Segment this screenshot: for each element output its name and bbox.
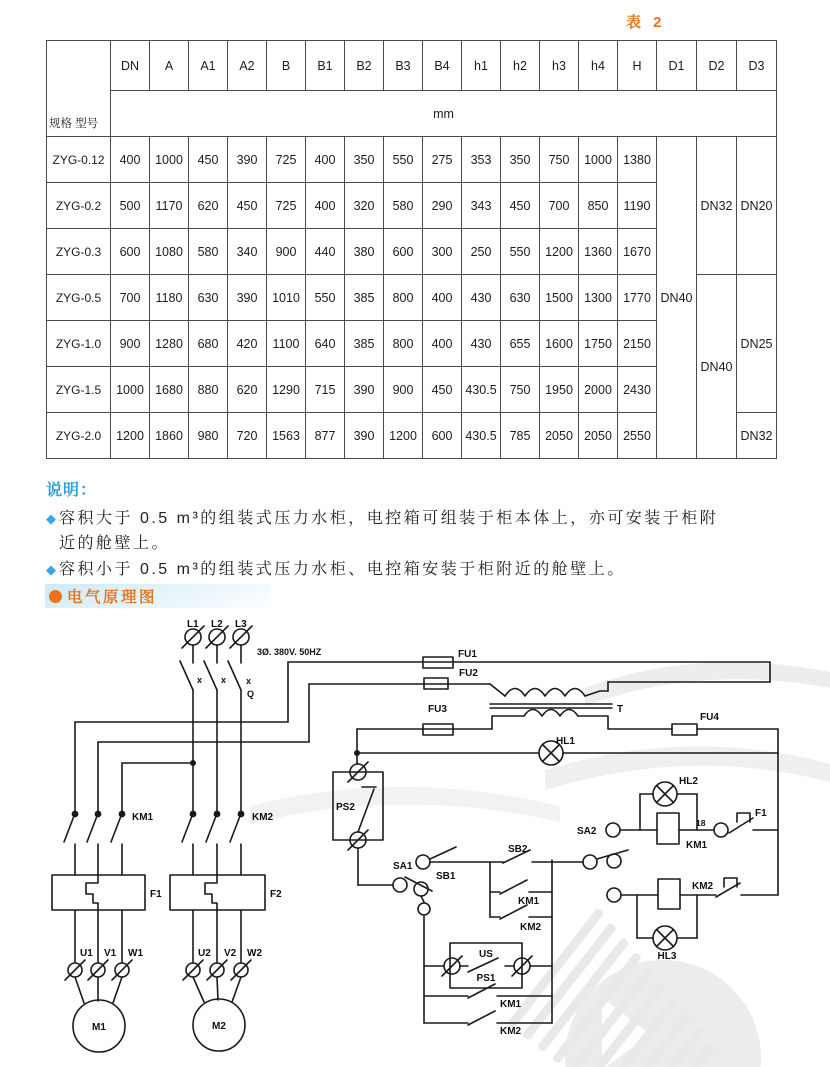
- value-cell: 720: [228, 413, 267, 459]
- corner-header: 规格 型号: [47, 41, 111, 137]
- model-cell: ZYG-0.3: [47, 229, 111, 275]
- value-cell: 390: [228, 275, 267, 321]
- value-cell: 550: [306, 275, 345, 321]
- value-cell: 400: [423, 275, 462, 321]
- km1-main-contacts: [64, 811, 154, 875]
- value-cell: 620: [189, 183, 228, 229]
- column-header: h3: [540, 41, 579, 91]
- phase-label: L1: [187, 619, 199, 630]
- value-cell: 640: [306, 321, 345, 367]
- f1-nc-label: F1: [755, 808, 767, 819]
- value-cell: 1010: [267, 275, 306, 321]
- model-cell: ZYG-1.5: [47, 367, 111, 413]
- value-cell: 900: [111, 321, 150, 367]
- ps1-label: PS1: [476, 973, 496, 984]
- value-cell: 580: [384, 183, 423, 229]
- value-cell: 390: [345, 413, 384, 459]
- value-cell: 900: [384, 367, 423, 413]
- value-cell: 420: [228, 321, 267, 367]
- terminal-label: U1: [80, 948, 93, 959]
- breaker-x-mark: x: [197, 675, 203, 685]
- transformer-label: T: [617, 704, 624, 715]
- value-cell: 440: [306, 229, 345, 275]
- column-header: B2: [345, 41, 384, 91]
- km1-contacts-label: KM1: [132, 812, 154, 823]
- value-cell: 450: [501, 183, 540, 229]
- value-cell: 430.5: [462, 413, 501, 459]
- notes-section: [46, 477, 746, 583]
- column-header: h4: [579, 41, 618, 91]
- column-header: A2: [228, 41, 267, 91]
- value-cell: 877: [306, 413, 345, 459]
- km1-seal-label: KM1: [518, 896, 540, 907]
- value-cell: 620: [228, 367, 267, 413]
- terminal-label: W2: [247, 948, 262, 959]
- value-cell: 1180: [150, 275, 189, 321]
- value-cell: 1000: [579, 137, 618, 183]
- diamond-bullet-icon: ◆: [46, 562, 56, 577]
- orange-bullet-icon: [49, 590, 62, 603]
- value-cell: 1200: [111, 413, 150, 459]
- km2-seal-label: KM2: [520, 922, 542, 933]
- column-header: B1: [306, 41, 345, 91]
- merged-dn-cell: DN32: [737, 413, 777, 459]
- value-cell: 1563: [267, 413, 306, 459]
- value-cell: 880: [189, 367, 228, 413]
- breaker-label: Q: [247, 689, 255, 699]
- km2-coil-branch: [621, 878, 778, 962]
- model-cell: ZYG-0.12: [47, 137, 111, 183]
- value-cell: 2550: [618, 413, 657, 459]
- km1-auto-label: KM1: [500, 999, 522, 1010]
- value-cell: 430.5: [462, 367, 501, 413]
- wire-number: 18: [696, 818, 706, 828]
- lamp-hl3: [653, 926, 677, 950]
- value-cell: 1600: [540, 321, 579, 367]
- value-cell: 1860: [150, 413, 189, 459]
- sb2-label: SB2: [508, 844, 528, 855]
- auto-network: [424, 943, 552, 1037]
- value-cell: 290: [423, 183, 462, 229]
- merged-dn-cell: DN25: [737, 275, 777, 413]
- column-header: B: [267, 41, 306, 91]
- value-cell: 550: [501, 229, 540, 275]
- phase-jumpers: [75, 662, 309, 814]
- merged-dn-cell: DN40: [657, 137, 697, 459]
- lamp-label: HL1: [556, 736, 575, 747]
- value-cell: 2050: [579, 413, 618, 459]
- value-cell: 750: [501, 367, 540, 413]
- value-cell: 1100: [267, 321, 306, 367]
- column-header: DN: [111, 41, 150, 91]
- value-cell: 980: [189, 413, 228, 459]
- value-cell: 400: [306, 137, 345, 183]
- merged-dn-cell: DN40: [697, 275, 737, 459]
- value-cell: 850: [579, 183, 618, 229]
- value-cell: 1750: [579, 321, 618, 367]
- value-cell: 1680: [150, 367, 189, 413]
- phase-label: L3: [235, 619, 247, 630]
- fuse-label: FU1: [458, 649, 477, 660]
- value-cell: 1200: [384, 413, 423, 459]
- sa1-label: SA1: [393, 861, 413, 872]
- value-cell: 500: [111, 183, 150, 229]
- column-header: H: [618, 41, 657, 91]
- note-item: [46, 557, 736, 582]
- value-cell: 1280: [150, 321, 189, 367]
- value-cell: 785: [501, 413, 540, 459]
- note-text: 容积大于 0.5 m³的组装式压力水柜，电控箱可组装于柜本体上，亦可安装于柜附近的舱壁上。: [59, 510, 719, 552]
- value-cell: 2000: [579, 367, 618, 413]
- value-cell: 390: [345, 367, 384, 413]
- value-cell: 300: [423, 229, 462, 275]
- spec-table: [46, 40, 777, 459]
- breaker-x-mark: x: [221, 675, 227, 685]
- terminal-label: U2: [198, 948, 211, 959]
- km2-contacts-label: KM2: [252, 812, 274, 823]
- motor-label: M2: [212, 1021, 226, 1032]
- value-cell: 380: [345, 229, 384, 275]
- value-cell: 1380: [618, 137, 657, 183]
- value-cell: 1200: [540, 229, 579, 275]
- note-text: 容积小于 0.5 m³的组装式压力水柜、电控箱安装于柜附近的舱壁上。: [59, 561, 626, 578]
- value-cell: 2050: [540, 413, 579, 459]
- value-cell: 725: [267, 137, 306, 183]
- km2-auto-label: KM2: [500, 1026, 522, 1037]
- lamp-hl2: [653, 782, 677, 806]
- value-cell: 430: [462, 275, 501, 321]
- terminal-label: W1: [128, 948, 143, 959]
- column-header: D2: [697, 41, 737, 91]
- column-header: B4: [423, 41, 462, 91]
- value-cell: 680: [189, 321, 228, 367]
- terminal-label: V2: [224, 948, 237, 959]
- value-cell: 800: [384, 321, 423, 367]
- value-cell: 700: [111, 275, 150, 321]
- value-cell: 1670: [618, 229, 657, 275]
- value-cell: 450: [423, 367, 462, 413]
- merged-dn-cell: DN32: [697, 137, 737, 275]
- value-cell: 320: [345, 183, 384, 229]
- value-cell: 350: [501, 137, 540, 183]
- thermal-relay-f1: [52, 875, 162, 910]
- value-cell: 450: [228, 183, 267, 229]
- phase-label: L2: [211, 619, 223, 630]
- model-cell: ZYG-0.2: [47, 183, 111, 229]
- value-cell: 580: [189, 229, 228, 275]
- f2-label: F2: [270, 889, 282, 900]
- value-cell: 1080: [150, 229, 189, 275]
- ps2-label: PS2: [336, 802, 355, 813]
- sb1-label: SB1: [436, 871, 456, 882]
- value-cell: 450: [189, 137, 228, 183]
- column-header: h2: [501, 41, 540, 91]
- column-header: A: [150, 41, 189, 91]
- value-cell: 430: [462, 321, 501, 367]
- model-cell: ZYG-0.5: [47, 275, 111, 321]
- notes-heading: 说明：: [46, 482, 98, 499]
- value-cell: 385: [345, 321, 384, 367]
- model-cell: ZYG-1.0: [47, 321, 111, 367]
- km1-coil-label: KM1: [686, 840, 708, 851]
- terminal-label: V1: [104, 948, 117, 959]
- value-cell: 800: [384, 275, 423, 321]
- spec-table-body: [47, 137, 777, 459]
- value-cell: 630: [189, 275, 228, 321]
- value-cell: 1770: [618, 275, 657, 321]
- value-cell: 1290: [267, 367, 306, 413]
- value-cell: 385: [345, 275, 384, 321]
- value-cell: 1000: [111, 367, 150, 413]
- value-cell: 1000: [150, 137, 189, 183]
- motor-1: [65, 910, 143, 1052]
- value-cell: 343: [462, 183, 501, 229]
- power-supply: [180, 619, 322, 814]
- fuse-label: FU2: [459, 668, 478, 679]
- value-cell: 715: [306, 367, 345, 413]
- column-header: h1: [462, 41, 501, 91]
- value-cell: 353: [462, 137, 501, 183]
- value-cell: 600: [111, 229, 150, 275]
- value-cell: 750: [540, 137, 579, 183]
- km2-coil-label: KM2: [692, 881, 714, 892]
- km1-coil-branch: [620, 776, 778, 851]
- value-cell: 390: [228, 137, 267, 183]
- value-cell: 250: [462, 229, 501, 275]
- f1-label: F1: [150, 889, 162, 900]
- value-cell: 700: [540, 183, 579, 229]
- km2-main-contacts: [182, 811, 274, 875]
- section-header: [45, 584, 271, 608]
- value-cell: 1950: [540, 367, 579, 413]
- column-header: D3: [737, 41, 777, 91]
- thermal-relay-f2: [170, 875, 282, 910]
- value-cell: 630: [501, 275, 540, 321]
- lamp-label: HL2: [679, 776, 698, 787]
- breaker-x-mark: x: [246, 676, 252, 686]
- value-cell: 1300: [579, 275, 618, 321]
- value-cell: 725: [267, 183, 306, 229]
- sa2-label: SA2: [577, 826, 597, 837]
- lamp-label: HL3: [657, 951, 677, 962]
- value-cell: 600: [423, 413, 462, 459]
- fuse-label: FU4: [700, 712, 719, 723]
- column-header: A1: [189, 41, 228, 91]
- value-cell: 600: [384, 229, 423, 275]
- value-cell: 550: [384, 137, 423, 183]
- diamond-bullet-icon: ◆: [46, 511, 56, 526]
- value-cell: 275: [423, 137, 462, 183]
- column-header: B3: [384, 41, 423, 91]
- model-cell: ZYG-2.0: [47, 413, 111, 459]
- value-cell: 655: [501, 321, 540, 367]
- value-cell: 400: [111, 137, 150, 183]
- value-cell: 340: [228, 229, 267, 275]
- value-cell: 400: [423, 321, 462, 367]
- note-item: [46, 506, 736, 556]
- unit-cell: mm: [111, 91, 777, 137]
- value-cell: 400: [306, 183, 345, 229]
- column-header: D1: [657, 41, 697, 91]
- motor-2: [183, 910, 262, 1051]
- value-cell: 1170: [150, 183, 189, 229]
- value-cell: 1500: [540, 275, 579, 321]
- watermark: [250, 662, 830, 1067]
- supply-rating-label: 3Ø. 380V. 50HZ: [257, 647, 322, 657]
- section-title: 电气原理图: [67, 589, 158, 606]
- value-cell: 1360: [579, 229, 618, 275]
- value-cell: 900: [267, 229, 306, 275]
- motor-label: M1: [92, 1022, 106, 1033]
- value-cell: 1190: [618, 183, 657, 229]
- value-cell: 2150: [618, 321, 657, 367]
- fuse-label: FU3: [428, 704, 447, 715]
- spec-table-head: [47, 41, 777, 137]
- table-number-tag: 表 2: [626, 14, 666, 31]
- merged-dn-cell: DN20: [737, 137, 777, 275]
- value-cell: 350: [345, 137, 384, 183]
- schematic-diagram: [30, 610, 830, 1067]
- sa2-selector: [577, 823, 628, 902]
- value-cell: 2430: [618, 367, 657, 413]
- table-row: [47, 137, 777, 183]
- us-label: US: [479, 949, 493, 960]
